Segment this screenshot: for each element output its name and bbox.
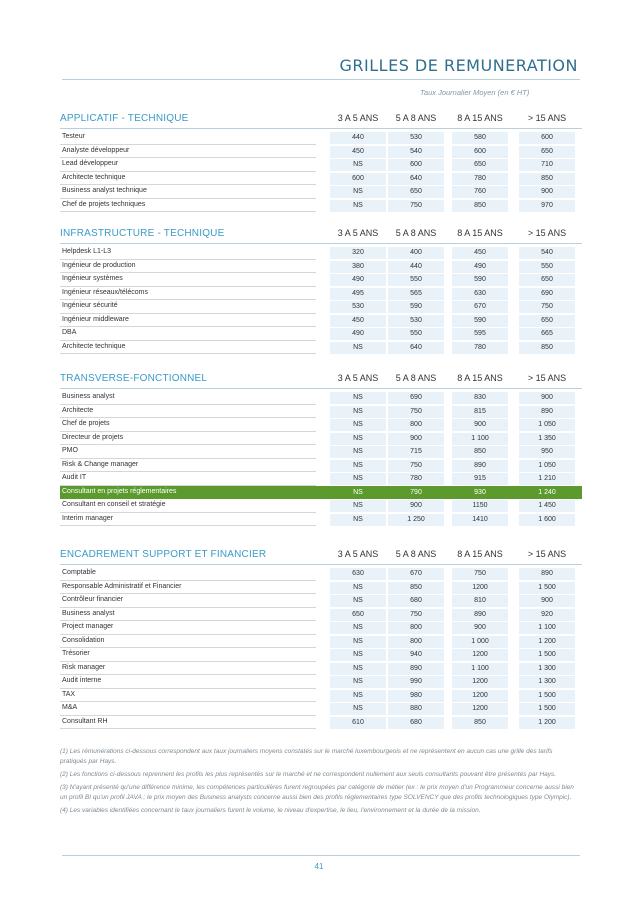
rate-cell: 780 (452, 342, 508, 354)
table-row (60, 675, 582, 689)
rate-cell: 1150 (452, 500, 508, 512)
row-divider (60, 728, 316, 729)
rate-cell: 710 (519, 159, 575, 171)
section-header (60, 225, 582, 244)
rate-section (60, 110, 582, 212)
rate-cell: NS (330, 582, 386, 594)
rate-cell: 600 (452, 146, 508, 158)
row-label: Business analyst technique (62, 187, 147, 194)
table-row (60, 418, 582, 432)
row-label: Interim manager (62, 514, 113, 522)
rate-cell: 890 (452, 460, 508, 472)
rate-cell: 750 (388, 609, 444, 621)
rate-cell: 380 (330, 261, 386, 273)
section-header (60, 370, 582, 389)
section-title: ENCADREMENT SUPPORT ET FINANCIER (60, 549, 267, 560)
rate-cell: 1 300 (519, 676, 575, 688)
row-label: Chef de projets (62, 420, 110, 427)
rate-cell: NS (330, 703, 386, 715)
rate-cell: 1200 (452, 703, 508, 715)
rate-cell: NS (330, 186, 386, 198)
rate-cell: 550 (519, 261, 575, 273)
rate-cell: NS (330, 690, 386, 702)
rate-cell: 565 (388, 288, 444, 300)
rate-cell: 900 (519, 186, 575, 198)
rate-cell: NS (330, 342, 386, 354)
rate-cell: NS (330, 595, 386, 607)
column-header: 8 A 15 ANS (457, 113, 503, 123)
row-divider (60, 525, 316, 526)
table-row (60, 472, 582, 486)
rate-cell: 850 (452, 446, 508, 458)
table-subtitle: Taux Journalier Moyen (en € HT) (420, 88, 530, 97)
row-label: Risk manager (62, 663, 106, 671)
rate-cell: 590 (452, 274, 508, 286)
rate-cell: 1 200 (519, 636, 575, 648)
row-divider (60, 353, 316, 354)
section-title: APPLICATIF - TECHNIQUE (60, 113, 189, 124)
rate-cell: 690 (519, 288, 575, 300)
column-header: 3 A 5 ANS (337, 373, 379, 383)
rate-cell: 970 (519, 200, 575, 212)
rate-cell: 1 100 (452, 433, 508, 445)
rate-cell: 750 (388, 200, 444, 212)
rate-cell: 630 (452, 288, 508, 300)
rate-cell: 900 (452, 419, 508, 431)
rate-cell: 850 (388, 582, 444, 594)
rate-cell: NS (330, 392, 386, 404)
footnote-2: (2) Les fonctions ci-dessous reprennent les profils les plus représentés sur le marché et ne correspondent nullement aux seuls consultants pouvant être présentés par Hays. (60, 771, 557, 778)
rate-cell: 440 (388, 261, 444, 273)
rate-cell: 580 (452, 132, 508, 144)
table-row (60, 716, 582, 730)
rate-cell: 1 500 (519, 703, 575, 715)
table-row (60, 300, 582, 314)
rate-cell: 490 (330, 328, 386, 340)
column-header: 3 A 5 ANS (337, 549, 379, 559)
column-header: 5 A 8 ANS (395, 373, 437, 383)
rate-cell: 890 (519, 568, 575, 580)
rate-cell: 815 (452, 406, 508, 418)
row-label: Ingénieur middleware (62, 315, 129, 323)
rate-cell: 640 (388, 342, 444, 354)
rate-cell: 810 (452, 595, 508, 607)
title-divider (62, 79, 580, 80)
rate-cell: 1 200 (519, 717, 575, 729)
rate-cell: 750 (452, 568, 508, 580)
row-label: Ingénieur réseaux/télécoms (62, 288, 148, 296)
rate-cell: 665 (519, 328, 575, 340)
rate-cell: 590 (388, 301, 444, 313)
rate-cell: 610 (330, 717, 386, 729)
rate-cell: 850 (519, 173, 575, 185)
rate-cell: 630 (330, 568, 386, 580)
rate-cell: 650 (452, 159, 508, 171)
rate-cell: 990 (388, 676, 444, 688)
row-label: Audit interne (62, 677, 102, 684)
rate-cell: 530 (388, 315, 444, 327)
rate-cell: 1 210 (519, 473, 575, 485)
rate-cell: 450 (330, 146, 386, 158)
section-title: INFRASTRUCTURE - TECHNIQUE (60, 228, 225, 239)
row-label: Testeur (62, 133, 85, 140)
rate-cell: 650 (519, 274, 575, 286)
column-header: > 15 ANS (527, 373, 567, 383)
column-header: 5 A 8 ANS (395, 228, 437, 238)
page-title: GRILLES DE REMUNERATION (339, 56, 578, 75)
row-label: Lead développeur (62, 160, 119, 167)
table-row (60, 405, 582, 419)
table-row (60, 648, 582, 662)
rate-cell: 1 600 (519, 514, 575, 526)
table-row (60, 513, 582, 527)
rate-cell: NS (330, 487, 386, 499)
rate-cell: 650 (330, 609, 386, 621)
table-row-highlighted (60, 486, 582, 500)
row-label: Consolidation (62, 636, 105, 644)
rate-cell: 800 (388, 419, 444, 431)
rate-cell: 1 250 (388, 514, 444, 526)
rate-cell: 1410 (452, 514, 508, 526)
rate-cell: NS (330, 460, 386, 472)
rate-cell: 715 (388, 446, 444, 458)
rate-cell: 495 (330, 288, 386, 300)
row-label: Architecte technique (62, 342, 126, 350)
rate-cell: 680 (388, 717, 444, 729)
column-header: 3 A 5 ANS (337, 113, 379, 123)
rate-cell: 650 (519, 315, 575, 327)
rate-cell: 950 (519, 446, 575, 458)
rate-cell: 750 (519, 301, 575, 313)
table-row (60, 567, 582, 581)
rate-section (60, 225, 582, 354)
rate-cell: 750 (388, 460, 444, 472)
rate-cell: 900 (388, 433, 444, 445)
rate-cell: NS (330, 159, 386, 171)
rate-cell: 1 300 (519, 663, 575, 675)
rate-cell: NS (330, 419, 386, 431)
row-label: Responsable Administratif et Financier (62, 582, 182, 590)
rate-cell: NS (330, 446, 386, 458)
rate-cell: 1200 (452, 582, 508, 594)
rate-cell: 1200 (452, 676, 508, 688)
rate-cell: 880 (388, 703, 444, 715)
rate-cell: 540 (388, 146, 444, 158)
row-label: Business analyst (62, 393, 115, 400)
section-header (60, 546, 582, 565)
column-header: 3 A 5 ANS (337, 228, 379, 238)
rate-cell: 600 (388, 159, 444, 171)
row-label: PMO (62, 447, 78, 454)
rate-cell: 900 (452, 622, 508, 634)
rate-cell: 1 050 (519, 419, 575, 431)
rate-cell: 900 (519, 392, 575, 404)
row-label: Consultant en conseil et stratégie (62, 501, 166, 508)
table-row (60, 246, 582, 260)
table-row (60, 314, 582, 328)
table-row (60, 391, 582, 405)
table-row (60, 662, 582, 676)
rate-cell: 590 (452, 315, 508, 327)
rate-cell: 595 (452, 328, 508, 340)
table-row (60, 432, 582, 446)
row-label: Architecte (62, 406, 94, 414)
rate-cell: 750 (388, 406, 444, 418)
rate-cell: 980 (388, 690, 444, 702)
rate-cell: 450 (452, 247, 508, 259)
table-row (60, 287, 582, 301)
rate-cell: 1 450 (519, 500, 575, 512)
rate-cell: 550 (388, 328, 444, 340)
table-row (60, 594, 582, 608)
rate-cell: 920 (519, 609, 575, 621)
row-label: Consultant en projets réglementaires (62, 487, 177, 495)
row-label: Ingénieur systèmes (62, 275, 123, 282)
rate-cell: 915 (452, 473, 508, 485)
rate-cell: 440 (330, 132, 386, 144)
rate-cell: 650 (388, 186, 444, 198)
table-row (60, 499, 582, 513)
table-row (60, 581, 582, 595)
rate-cell: 1 000 (452, 636, 508, 648)
row-label: Analyste développeur (62, 146, 130, 154)
rate-cell: 830 (452, 392, 508, 404)
table-row (60, 635, 582, 649)
column-header: > 15 ANS (527, 113, 567, 123)
table-row (60, 199, 582, 213)
rate-cell: 450 (330, 315, 386, 327)
rate-cell: 1200 (452, 649, 508, 661)
rate-cell: 320 (330, 247, 386, 259)
rate-cell: 670 (388, 568, 444, 580)
footnote-4: (4) Les variables identifiées concernant le taux journaliers furent le volume, le niveau d'expertise, le lieu, l'environnement et la durée de la mission. (60, 807, 481, 814)
row-label: Comptable (62, 569, 96, 576)
rate-cell: NS (330, 473, 386, 485)
footnote-1: (1) Les rémunérations ci-dessous correspondent aux taux journaliers moyens constatés sur le marché luxembourgeois et ne représentent en aucun cas une grille des tarifs pratiqués par Hays. (60, 748, 553, 765)
rate-cell: 670 (452, 301, 508, 313)
rate-cell: 800 (388, 636, 444, 648)
rate-cell: NS (330, 514, 386, 526)
page-number: 41 (314, 862, 324, 871)
row-label: Consultant RH (62, 717, 108, 725)
column-header: 8 A 15 ANS (457, 549, 503, 559)
footnote-3: (3) N'ayant présenté qu'une différence minime, les compétences particulières furent regroupées par catégorie de métier (ex : le prix moyen d'un Programmeur concerne aussi bien un profil BI qu'un profil JAVA ; le prix moyen des Business analysts concerne aussi bien des profils réglementaires type SOLVENCY que des profils technologiques type Olympic). (60, 784, 574, 801)
rate-cell: 1 240 (519, 487, 575, 499)
table-row (60, 702, 582, 716)
rate-cell: 780 (452, 173, 508, 185)
rate-cell: 1200 (452, 690, 508, 702)
rate-cell: 900 (519, 595, 575, 607)
rate-cell: 650 (519, 146, 575, 158)
rate-cell: 900 (388, 500, 444, 512)
rate-cell: 1 500 (519, 690, 575, 702)
section-header (60, 110, 582, 129)
column-header: > 15 ANS (527, 228, 567, 238)
rate-cell: NS (330, 433, 386, 445)
rate-cell: 490 (330, 274, 386, 286)
column-header: > 15 ANS (527, 549, 567, 559)
rate-cell: 1 100 (519, 622, 575, 634)
table-row (60, 145, 582, 159)
row-label: M&A (62, 704, 78, 711)
rate-cell: 600 (519, 132, 575, 144)
column-header: 5 A 8 ANS (395, 549, 437, 559)
row-label: Trésorier (62, 650, 90, 657)
row-label: DBA (62, 329, 77, 336)
column-header: 8 A 15 ANS (457, 373, 503, 383)
rate-cell: 530 (330, 301, 386, 313)
rate-cell: 850 (519, 342, 575, 354)
rate-cell: 850 (452, 717, 508, 729)
rate-cell: 800 (388, 622, 444, 634)
table-row (60, 445, 582, 459)
rate-cell: 600 (330, 173, 386, 185)
row-label: Risk & Change manager (62, 460, 139, 468)
rate-cell: 1 500 (519, 649, 575, 661)
table-row (60, 158, 582, 172)
rate-cell: 890 (452, 609, 508, 621)
table-row (60, 459, 582, 473)
row-label: Audit IT (62, 474, 87, 481)
row-label: Ingénieur sécurité (62, 302, 118, 309)
column-header: 5 A 8 ANS (395, 113, 437, 123)
row-label: Business analyst (62, 609, 115, 617)
footnotes (60, 747, 580, 819)
rate-cell: 530 (388, 132, 444, 144)
row-label: Architecte technique (62, 173, 126, 181)
rate-cell: 640 (388, 173, 444, 185)
row-label: Chef de projets techniques (62, 200, 146, 208)
table-row (60, 689, 582, 703)
rate-cell: NS (330, 200, 386, 212)
row-label: Directeur de projets (62, 433, 124, 441)
table-row (60, 273, 582, 287)
rate-cell: 550 (388, 274, 444, 286)
rate-section (60, 546, 582, 729)
rate-cell: NS (330, 622, 386, 634)
table-row (60, 260, 582, 274)
rate-cell: 1 050 (519, 460, 575, 472)
rate-cell: 850 (452, 200, 508, 212)
section-title: TRANSVERSE-FONCTIONNEL (60, 373, 208, 384)
rate-cell: 1 500 (519, 582, 575, 594)
rate-section (60, 370, 582, 526)
table-row (60, 327, 582, 341)
rate-cell: 890 (388, 663, 444, 675)
rate-cell: 1 350 (519, 433, 575, 445)
rate-cell: NS (330, 406, 386, 418)
table-row (60, 621, 582, 635)
rate-cell: 940 (388, 649, 444, 661)
table-row (60, 131, 582, 145)
table-row (60, 608, 582, 622)
row-label: TAX (62, 690, 76, 698)
rate-cell: 680 (388, 595, 444, 607)
rate-cell: NS (330, 636, 386, 648)
rate-cell: 930 (452, 487, 508, 499)
rate-cell: NS (330, 649, 386, 661)
rate-cell: 1 100 (452, 663, 508, 675)
rate-cell: 780 (388, 473, 444, 485)
rate-cell: 790 (388, 487, 444, 499)
rate-cell: 400 (388, 247, 444, 259)
footer-divider (62, 855, 580, 856)
rate-cell: 890 (519, 406, 575, 418)
rate-cell: 490 (452, 261, 508, 273)
rate-cell: NS (330, 676, 386, 688)
table-row (60, 172, 582, 186)
rate-cell: 760 (452, 186, 508, 198)
rate-cell: 690 (388, 392, 444, 404)
row-label: Helpdesk L1-L3 (62, 248, 112, 255)
column-header: 8 A 15 ANS (457, 228, 503, 238)
table-row (60, 341, 582, 355)
row-label: Ingénieur de production (62, 261, 136, 269)
rate-cell: 540 (519, 247, 575, 259)
row-label: Contrôleur financier (62, 596, 124, 603)
rate-cell: NS (330, 500, 386, 512)
row-divider (60, 211, 316, 212)
rate-cell: NS (330, 663, 386, 675)
table-row (60, 185, 582, 199)
row-label: Project manager (62, 623, 114, 630)
